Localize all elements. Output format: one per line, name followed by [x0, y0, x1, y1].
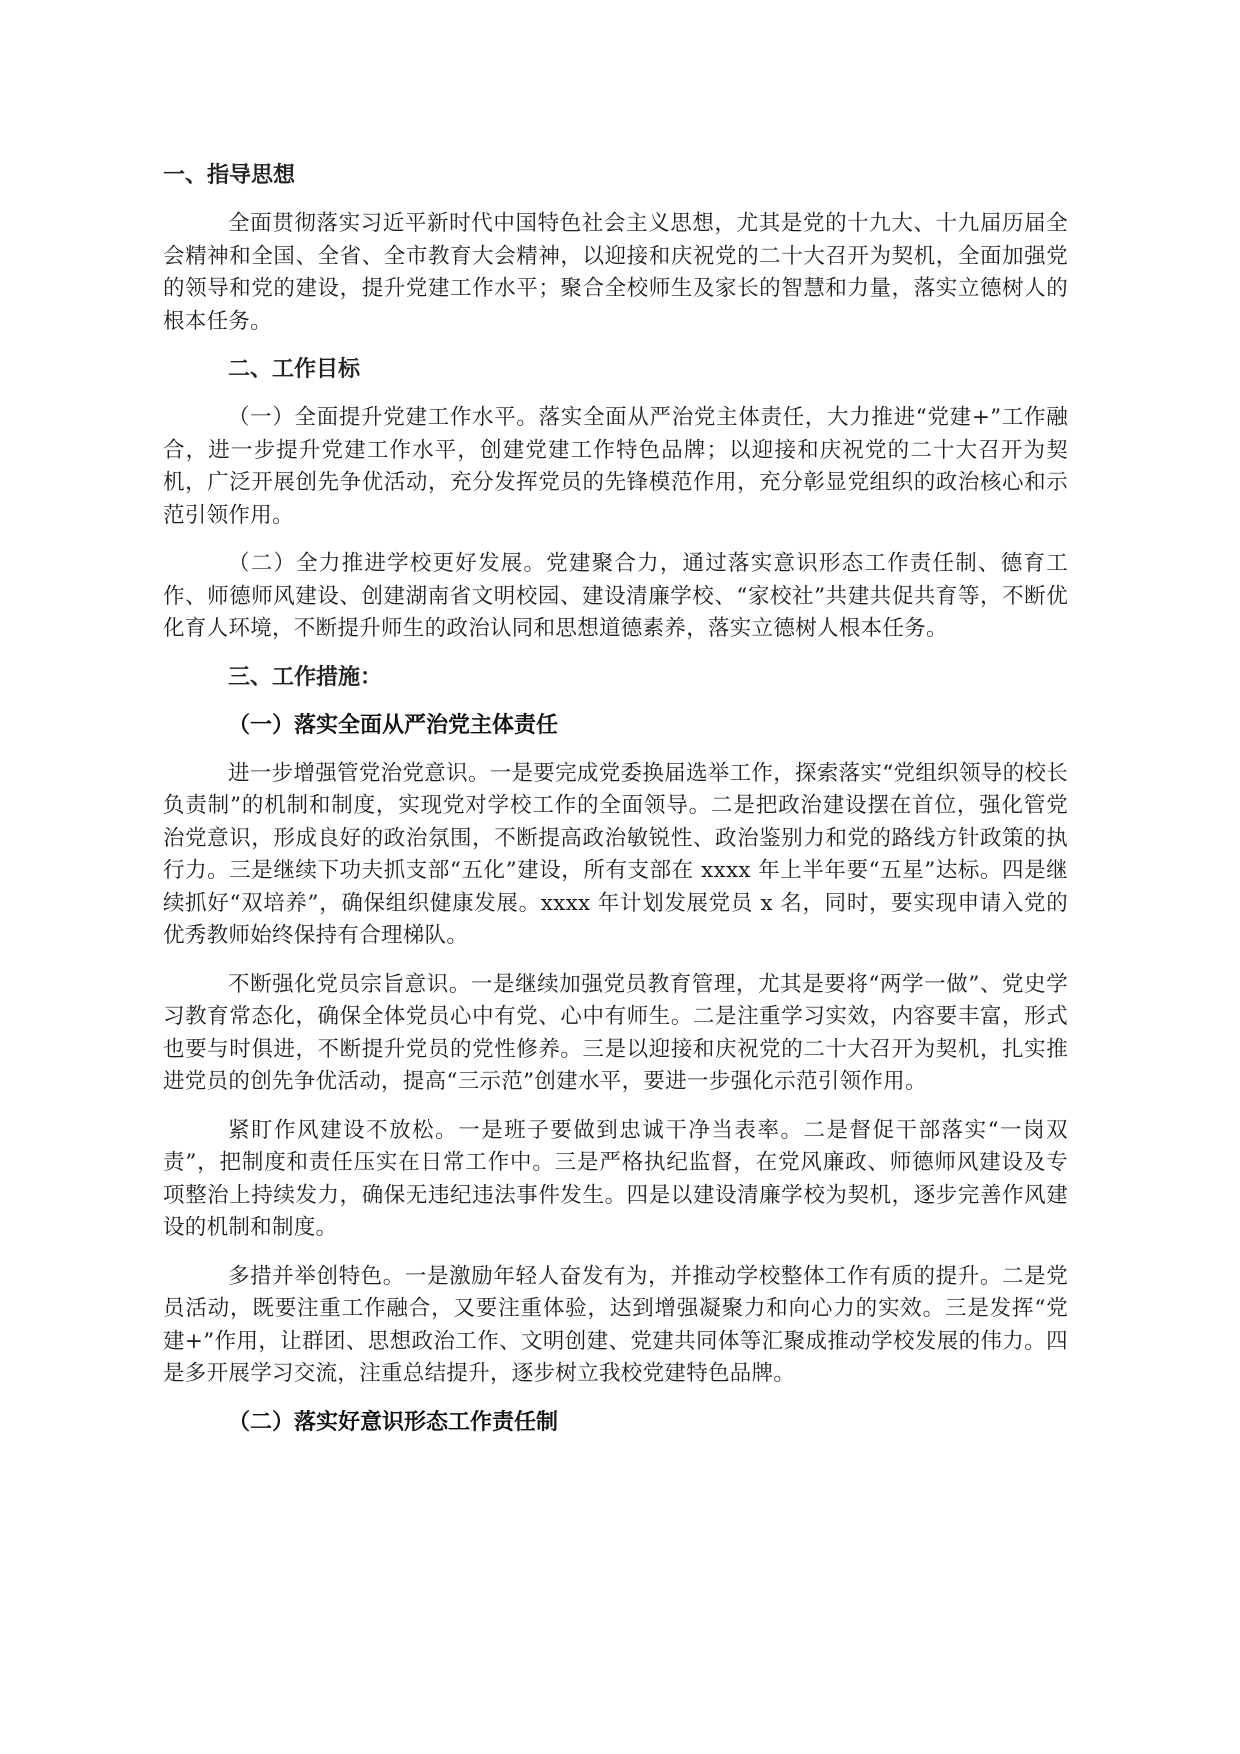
paragraph-measure-4: 多措并举创特色。一是激励年轻人奋发有为，并推动学校整体工作有质的提升。二是党员活动，既要注重工作融合，又要注重体验，达到增强凝聚力和向心力的实效。三是发挥“党建+”作用，让群团、思想政治工作、文明创建、党建共同体等汇聚成推动学校发展的伟力。四是多开展学习交流，注重总结提升，逐步树立我校党建特色品牌。: [163, 1263, 1068, 1386]
subsection-heading-party-responsibility: （一）落实全面从严治党主体责任: [228, 712, 559, 738]
paragraph-measure-2: 不断强化党员宗旨意识。一是继续加强党员教育管理，尤其是要将“两学一做”、党史学习教育常态化，确保全体党员心中有党、心中有师生。二是注重学习实效，内容要丰富，形式也要与时俱进，不断提升党员的党性修养。三是以迎接和庆祝党的二十大召开为契机，扎实推进党员的创先争优活动，提高“三示范”创建水平，要进一步强化示范引领作用。: [163, 971, 1068, 1094]
paragraph-measure-1: 进一步增强管党治党意识。一是要完成党委换届选举工作，探索落实“党组织领导的校长负责制”的机制和制度，实现党对学校工作的全面领导。二是把政治建设摆在首位，强化管党治党意识，形成良好的政治氛围，不断提高政治敏锐性、政治鉴别力和党的路线方针政策的执行力。三是继续下功夫抓支部“五化”建设，所有支部在 xxxx 年上半年要“五星”达标。四是继续抓好“双培养”，确保组织健康发展。xxxx 年计划发展党员 x 名，同时，要实现申请入党的优秀教师始终保持有合理梯队。: [163, 760, 1068, 948]
document-page: [163, 160, 1068, 1455]
paragraph-goal-2: （二）全力推进学校更好发展。党建聚合力，通过落实意识形态工作责任制、德育工作、师德师风建设、创建湖南省文明校园、建设清廉学校、“家校社”共建共促共育等，不断优化育人环境，不断提升师生的政治认同和思想道德素养，落实立德树人根本任务。: [163, 551, 1068, 641]
section-heading-guiding-ideology: 一、指导思想: [163, 163, 296, 188]
subsection-heading-ideology-responsibility: （二）落实好意识形态工作责任制: [228, 1409, 559, 1435]
section-heading-work-measures: 三、工作措施：: [228, 664, 383, 690]
paragraph-guiding-ideology: 全面贯彻落实习近平新时代中国特色社会主义思想，尤其是党的十九大、十九届历届全会精神和全国、全省、全市教育大会精神，以迎接和庆祝党的二十大召开为契机，全面加强党的领导和党的建设，提升党建工作水平；聚合全校师生及家长的智慧和力量，落实立德树人的根本任务。: [163, 211, 1068, 334]
section-heading-work-goals: 二、工作目标: [228, 357, 361, 382]
paragraph-measure-3: 紧盯作风建设不放松。一是班子要做到忠诚干净当表率。二是督促干部落实“一岗双责”，把制度和责任压实在日常工作中。三是严格执纪监督，在党风廉政、师德师风建设及专项整治上持续发力，确保无违纪违法事件发生。四是以建设清廉学校为契机，逐步完善作风建设的机制和制度。: [163, 1117, 1068, 1240]
paragraph-goal-1: （一）全面提升党建工作水平。落实全面从严治党主体责任，大力推进“党建+”工作融合，进一步提升党建工作水平，创建党建工作特色品牌；以迎接和庆祝党的二十大召开为契机，广泛开展创先争优活动，充分发挥党员的先锋模范作用，充分彰显党组织的政治核心和示范引领作用。: [163, 405, 1068, 528]
